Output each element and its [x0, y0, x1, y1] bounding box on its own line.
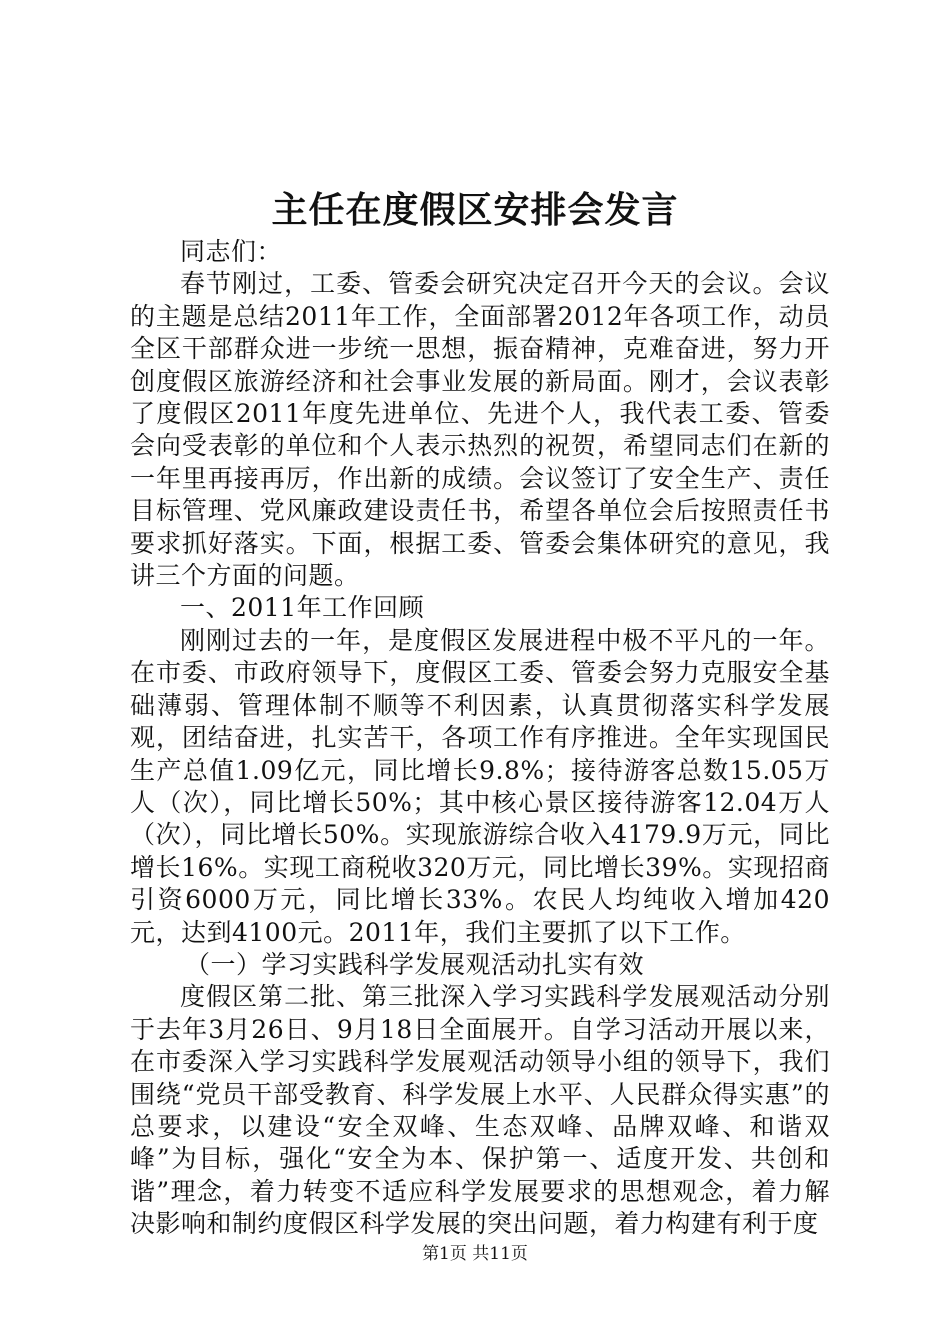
subsection-heading: （一）学习实践科学发展观活动扎实有效: [185, 949, 645, 979]
document-title: 主任在度假区安排会发言: [271, 189, 679, 231]
page-footer: 第1页 共11页: [422, 1244, 528, 1264]
study-paragraph: 度假区第二批、第三批深入学习实践科学发展观活动分别于去年3月26日、9月18日全面展开。自学习活动开展以来，在市委深入学习实践科学发展观活动领导小组的领导下，我们围绕“党员干部受教育、科学发展上水平、人民群众得实惠”的总要求，以建设“安全双峰、生态双峰、品牌双峰、和谐双峰”为目标，强化“安全为本、保护第一、适度开发、共创和谐”理念，着力转变不适应科学发展要求的思想观念，着力解决影响和制约度假区科学发展的突出问题，着力构建有利于度: [130, 982, 830, 1239]
document-body: [130, 236, 830, 1241]
intro-paragraph: 春节刚过，工委、管委会研究决定召开今天的会议。会议的主题是总结2011年工作，全面部署2012年各项工作，动员全区干部群众进一步统一思想，振奋精神，克难奋进，努力开创度假区旅游经济和社会事业发展的新局面。刚才，会议表彰了度假区2011年度先进单位、先进个人，我代表工委、管委会向受表彰的单位和个人表示热烈的祝贺，希望同志们在新的一年里再接再厉，作出新的成绩。会议签订了安全生产、责任目标管理、党风廉政建设责任书，希望各单位会后按照责任书要求抓好落实。下面，根据工委、管委会集体研究的意见，我讲三个方面的问题。: [130, 269, 830, 591]
salutation-paragraph: 同志们：: [180, 237, 283, 266]
review-paragraph: 刚刚过去的一年，是度假区发展进程中极不平凡的一年。在市委、市政府领导下，度假区工委、管委会努力克服安全基础薄弱、管理体制不顺等不利因素，认真贯彻落实科学发展观，团结奋进，扎实苦干，各项工作有序推进。全年实现国民生产总值1.09亿元，同比增长9.8%；接待游客总数15.05万人（次），同比增长50%；其中核心景区接待游客12.04万人（次），同比增长50%。实现旅游综合收入4179.9万元，同比增长16%。实现工商税收320万元，同比增长39%。实现招商引资6000万元，同比增长33%。农民人均纯收入增加420元，达到4100元。2011年，我们主要抓了以下工作。: [130, 625, 830, 947]
section-heading: 一、2011年工作回顾: [180, 593, 425, 623]
